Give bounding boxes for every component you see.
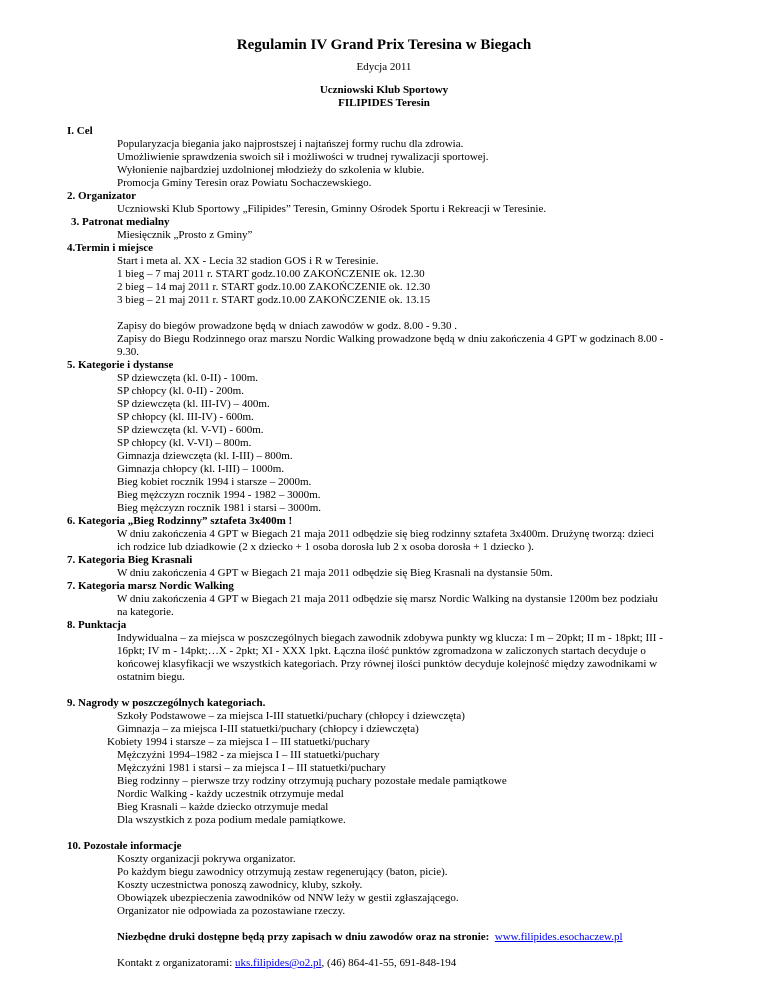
document-body xyxy=(0,125,768,970)
druki-text: Niezbędne druki dostępne będą przy zapisach w dniu zawodów oraz na stronie: xyxy=(117,931,490,943)
zapisy-line: Zapisy do biegów prowadzone będą w dniach zawodów w godz. 8.00 - 9.30 . xyxy=(117,320,457,332)
pozostale-line: Koszty uczestnictwa ponoszą zawodnicy, kluby, szkoły. xyxy=(117,879,363,891)
kontakt-phones: , (46) 864-41-55, 691-848-194 xyxy=(321,957,457,969)
nordic-walking-line: na kategorie. xyxy=(117,606,174,618)
termin-line: 2 bieg – 14 maj 2011 r. START godz.10.00 ZAKOŃCZENIE ok. 12.30 xyxy=(117,281,431,293)
druki-info xyxy=(117,931,737,944)
kategoria-line: SP chłopcy (kl. III-IV) - 600m. xyxy=(117,411,254,423)
pozostale-line: Koszty organizacji pokrywa organizator. xyxy=(117,853,296,865)
nagrody-line: Gimnazja – za miejsca I-III statuetki/puchary (chłopcy i dziewczęta) xyxy=(117,723,419,735)
section-heading-nordic-walking: 7. Kategoria marsz Nordic Walking xyxy=(67,580,234,592)
kategoria-line: SP chłopcy (kl. 0-II) - 200m. xyxy=(117,385,244,397)
spacer xyxy=(0,684,768,697)
pozostale-line: Obowiązek ubezpieczenia zawodników od NNW leży w gestii zgłaszającego. xyxy=(117,892,459,904)
document-title: Regulamin IV Grand Prix Teresina w Biegach xyxy=(236,37,532,53)
kontakt-prefix: Kontakt z organizatorami: xyxy=(117,957,236,969)
kategoria-line: Gimnazja chłopcy (kl. I-III) – 1000m. xyxy=(117,463,285,475)
section-heading-cel: I. Cel xyxy=(67,125,93,137)
punktacja-line: końcowej klasyfikacji we wszystkich kategoriach. Przy równej ilości punktów decyduje kolejność między zawodnikami w xyxy=(117,658,658,670)
section-heading-patronat: 3. Patronat medialny xyxy=(71,216,170,228)
nagrody-line: Kobiety 1994 i starsze – za miejsca I – III statuetki/puchary xyxy=(107,736,370,748)
patronat-line: Miesięcznik „Prosto z Gminy” xyxy=(117,229,253,241)
section-heading-bieg-krasnali: 7. Kategoria Bieg Krasnali xyxy=(67,554,193,566)
edition-label: Edycja 2011 xyxy=(356,61,412,73)
cel-line: Wyłonienie najbardziej uzdolnionej młodzieży do szkolenia w klubie. xyxy=(117,164,425,176)
spacer xyxy=(0,918,768,931)
zapisy-line: 9.30. xyxy=(117,346,139,358)
spacer xyxy=(0,307,768,320)
email-link[interactable]: uks.filipides@o2.pl xyxy=(235,957,322,969)
bieg-krasnali-line: W dniu zakończenia 4 GPT w Biegach 21 maja 2011 odbędzie się Bieg Krasnali na dystansie 50m. xyxy=(117,567,553,579)
kategoria-line: Bieg mężczyzn rocznik 1981 i starsi – 3000m. xyxy=(117,502,322,514)
pozostale-line: Organizator nie odpowiada za pozostawiane rzeczy. xyxy=(117,905,346,917)
cel-line: Popularyzacja biegania jako najprostszej i najtańszej formy ruchu dla zdrowia. xyxy=(117,138,464,150)
kategoria-line: Gimnazja dziewczęta (kl. I-III) – 800m. xyxy=(117,450,293,462)
kategoria-line: Bieg mężczyzn rocznik 1994 - 1982 – 3000m. xyxy=(117,489,321,501)
termin-line: Start i meta al. XX - Lecia 32 stadion GOS i R w Teresinie. xyxy=(117,255,379,267)
nagrody-line: Szkoły Podstawowe – za miejsca I-III statuetki/puchary (chłopcy i dziewczęta) xyxy=(117,710,465,722)
kategoria-line: SP dziewczęta (kl. 0-II) - 100m. xyxy=(117,372,259,384)
pozostale-line: Po każdym biegu zawodnicy otrzymują zestaw regenerujący (baton, picie). xyxy=(117,866,448,878)
section-heading-termin: 4.Termin i miejsce xyxy=(67,242,154,254)
website-link[interactable]: www.filipides.esochaczew.pl xyxy=(494,931,623,943)
kategoria-line: SP dziewczęta (kl. III-IV) – 400m. xyxy=(117,398,270,410)
nordic-walking-line: W dniu zakończenia 4 GPT w Biegach 21 maja 2011 odbędzie się marsz Nordic Walking na dystansie 1200m bez podziału xyxy=(117,593,658,605)
nagrody-line: Bieg Krasnali – każde dziecko otrzymuje medal xyxy=(117,801,329,813)
bieg-rodzinny-line: W dniu zakończenia 4 GPT w Biegach 21 maja 2011 odbędzie się bieg rodzinny sztafeta 3x400m. Drużynę tworzą: dzieci xyxy=(117,528,655,540)
termin-line: 1 bieg – 7 maj 2011 r. START godz.10.00 ZAKOŃCZENIE ok. 12.30 xyxy=(117,268,425,280)
nagrody-line: Mężczyźni 1981 i starsi – za miejsca I – III statuetki/puchary xyxy=(117,762,386,774)
spacer xyxy=(0,944,768,957)
bieg-rodzinny-line: ich rodzice lub dziadkowie (2 x dziecko + 1 osoba dorosła lub 2 x osoba dorosła + 1 dziecko ). xyxy=(117,541,534,553)
cel-line: Promocja Gminy Teresin oraz Powiatu Sochaczewskiego. xyxy=(117,177,372,189)
section-heading-kategorie: 5. Kategorie i dystanse xyxy=(67,359,174,371)
zapisy-line: Zapisy do Biegu Rodzinnego oraz marszu Nordic Walking prowadzone będą w dniu zakończenia 4 GPT w godzinach 8.00 - xyxy=(117,333,664,345)
punktacja-line: Indywidualna – za miejsca w poszczególnych biegach zawodnik zdobywa punkty wg klucza: I m – 20pkt; II m - 18pkt; III - xyxy=(117,632,663,644)
kategoria-line: Bieg kobiet rocznik 1994 i starsze – 2000m. xyxy=(117,476,312,488)
section-heading-nagrody: 9. Nagrody w poszczególnych kategoriach. xyxy=(67,697,266,709)
kontakt-info xyxy=(117,957,737,970)
cel-line: Umożliwienie sprawdzenia swoich sił i możliwości w trudnej rywalizacji sportowej. xyxy=(117,151,489,163)
club-name-line1: Uczniowski Klub Sportowy xyxy=(319,84,449,96)
spacer xyxy=(0,827,768,840)
section-heading-pozostale: 10. Pozostałe informacje xyxy=(67,840,182,852)
termin-line: 3 bieg – 21 maj 2011 r. START godz.10.00 ZAKOŃCZENIE ok. 13.15 xyxy=(117,294,431,306)
punktacja-line: ostatnim biegu. xyxy=(117,671,185,683)
nagrody-line: Dla wszystkich z poza podium medale pamiątkowe. xyxy=(117,814,346,826)
kategoria-line: SP chłopcy (kl. V-VI) – 800m. xyxy=(117,437,252,449)
organizator-line: Uczniowski Klub Sportowy „Filipides” Teresin, Gminny Ośrodek Sportu i Rekreacji w Teresinie. xyxy=(117,203,547,215)
nagrody-line: Nordic Walking - każdy uczestnik otrzymuje medal xyxy=(117,788,344,800)
section-heading-organizator: 2. Organizator xyxy=(67,190,137,202)
section-heading-punktacja: 8. Punktacja xyxy=(67,619,127,631)
nagrody-line: Bieg rodzinny – pierwsze trzy rodziny otrzymują puchary pozostałe medale pamiątkowe xyxy=(117,775,507,787)
punktacja-line: 16pkt; IV m - 14pkt;…X - 2pkt; XI - XXX 1pkt. Łączna ilość punktów zgromadzona w zaliczonych startach decyduje o xyxy=(117,645,646,657)
nagrody-line: Mężczyźni 1994–1982 - za miejsca I – III statuetki/puchary xyxy=(117,749,380,761)
club-name-line2: FILIPIDES Teresin xyxy=(338,97,430,109)
kategoria-line: SP dziewczęta (kl. V-VI) - 600m. xyxy=(117,424,264,436)
section-heading-bieg-rodzinny: 6. Kategoria „Bieg Rodzinny” sztafeta 3x400m ! xyxy=(67,515,293,527)
